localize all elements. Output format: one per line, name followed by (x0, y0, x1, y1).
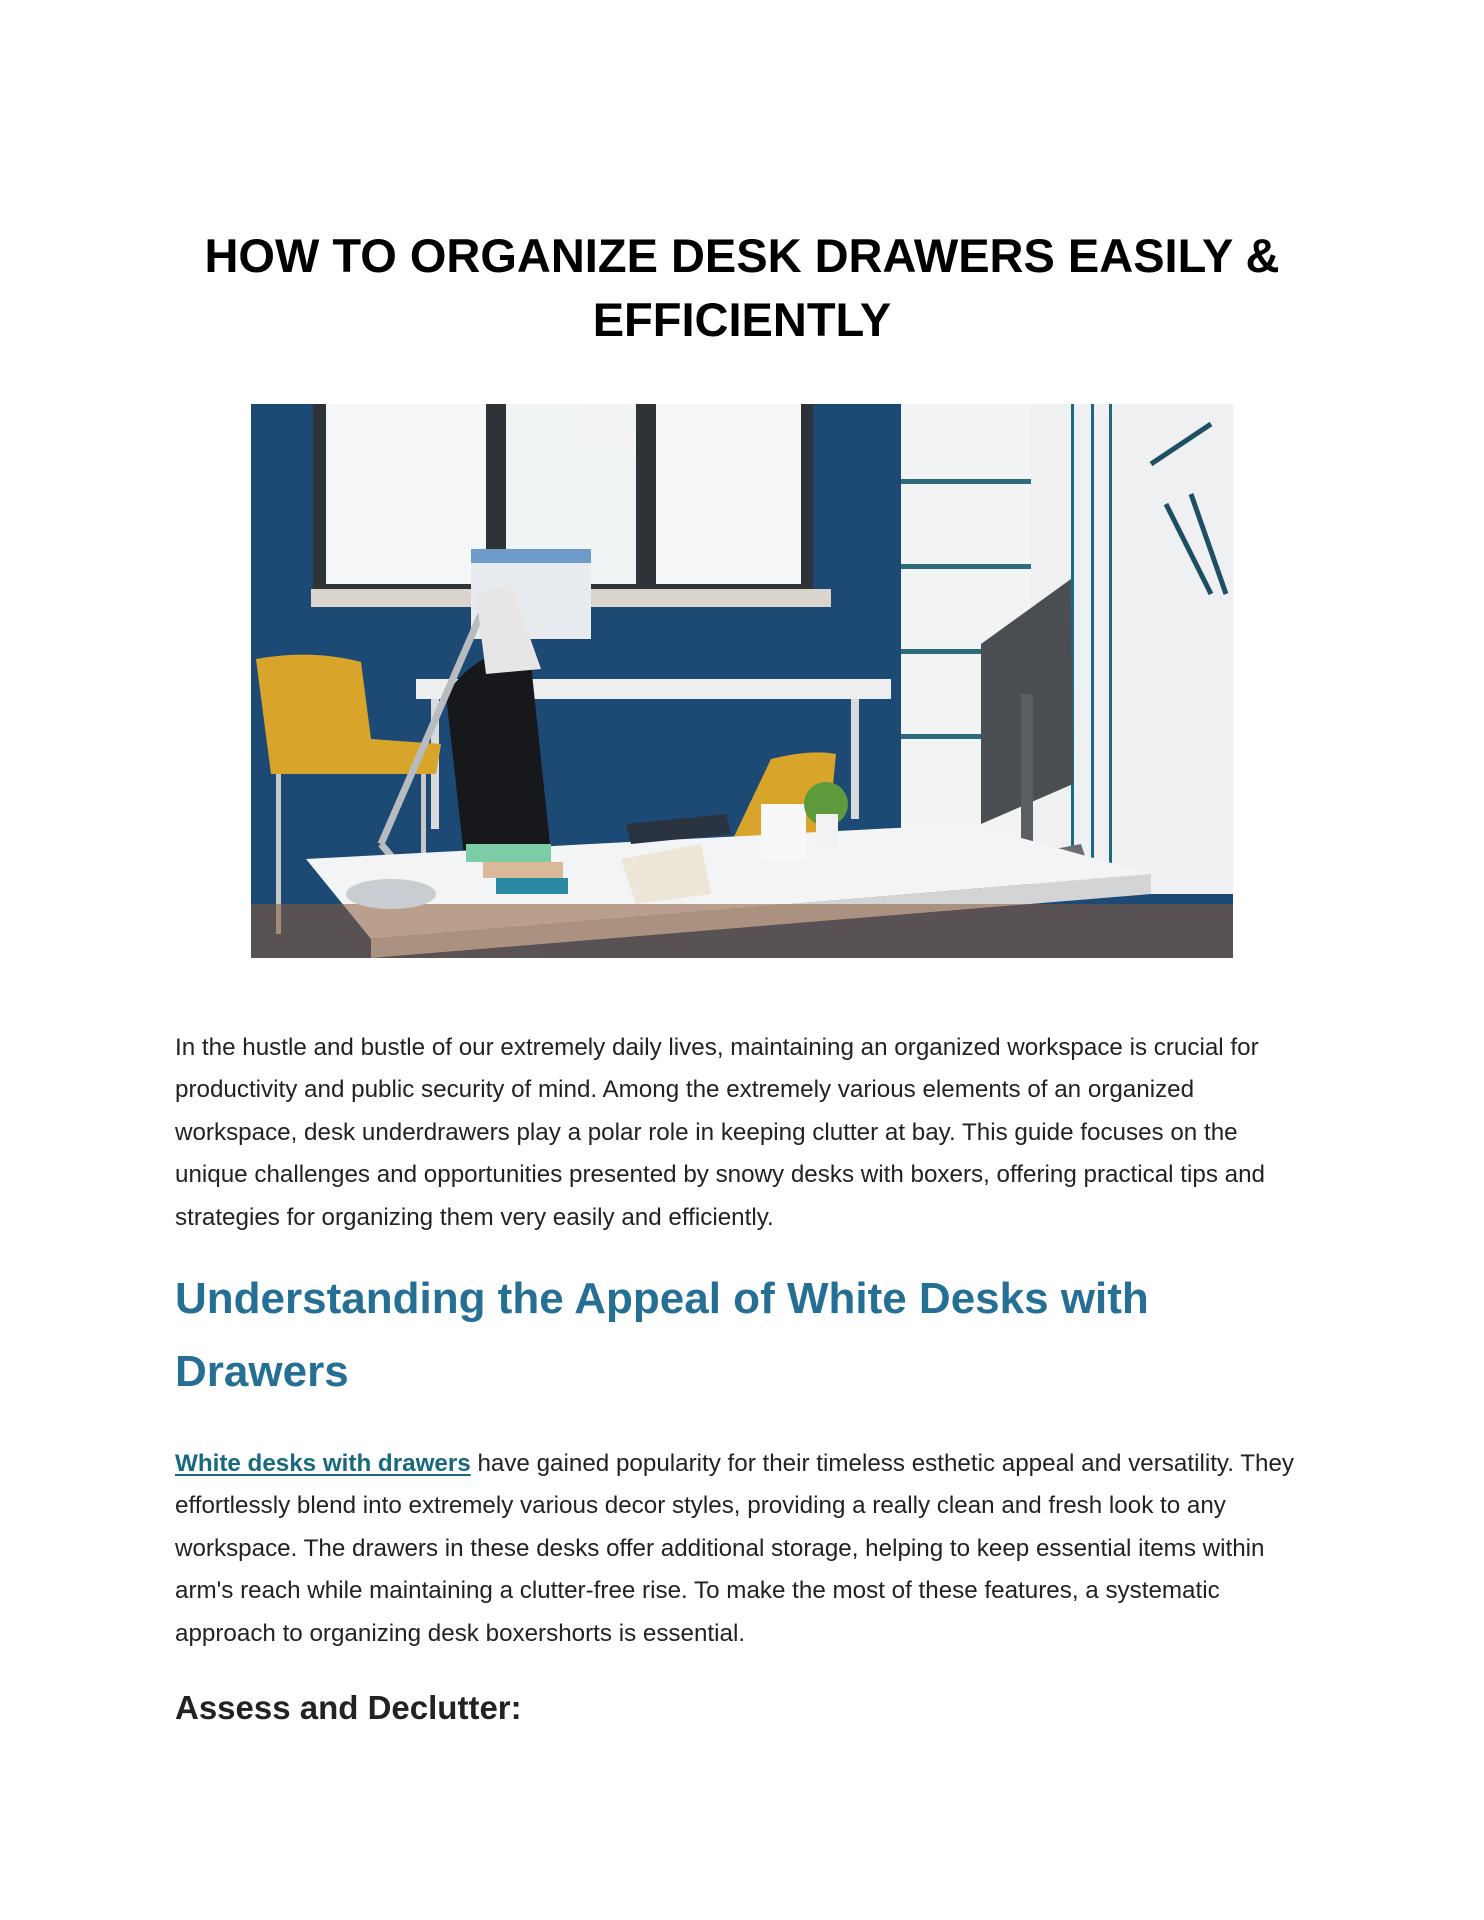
hero-image (251, 404, 1233, 958)
intro-paragraph: In the hustle and bustle of our extremely daily lives, maintaining an organized workspace is crucial for productivity and public security of mind. Among the extremely various elements of an organized workspace, desk underdrawers play a polar role in keeping clutter at bay. This guide focuses on the unique challenges and opportunities presented by snowy desks with boxers, offering practical tips and strategies for organizing them very easily and efficiently. (175, 1034, 1265, 1231)
section-paragraph (175, 1443, 1315, 1655)
office-photo-illustration (251, 404, 1233, 958)
section-heading: Understanding the Appeal of White Desks with Drawers (175, 1274, 1149, 1396)
section-paragraph-text: have gained popularity for their timeless esthetic appeal and versatility. They effortlessly blend into extremely various decor styles, providing a really clean and fresh look to any workspace. The drawers in these desks offer additional storage, helping to keep essential items within arm's reach while maintaining a clutter-free rise. To make the most of these features, a systematic approach to organizing desk boxershorts is essential. (175, 1450, 1294, 1647)
white-desks-link[interactable]: White desks with drawers (175, 1450, 471, 1477)
page-title: HOW TO ORGANIZE DESK DRAWERS EASILY & EFFICIENTLY (204, 229, 1280, 346)
subheading-assess-declutter: Assess and Declutter: (175, 1689, 522, 1726)
